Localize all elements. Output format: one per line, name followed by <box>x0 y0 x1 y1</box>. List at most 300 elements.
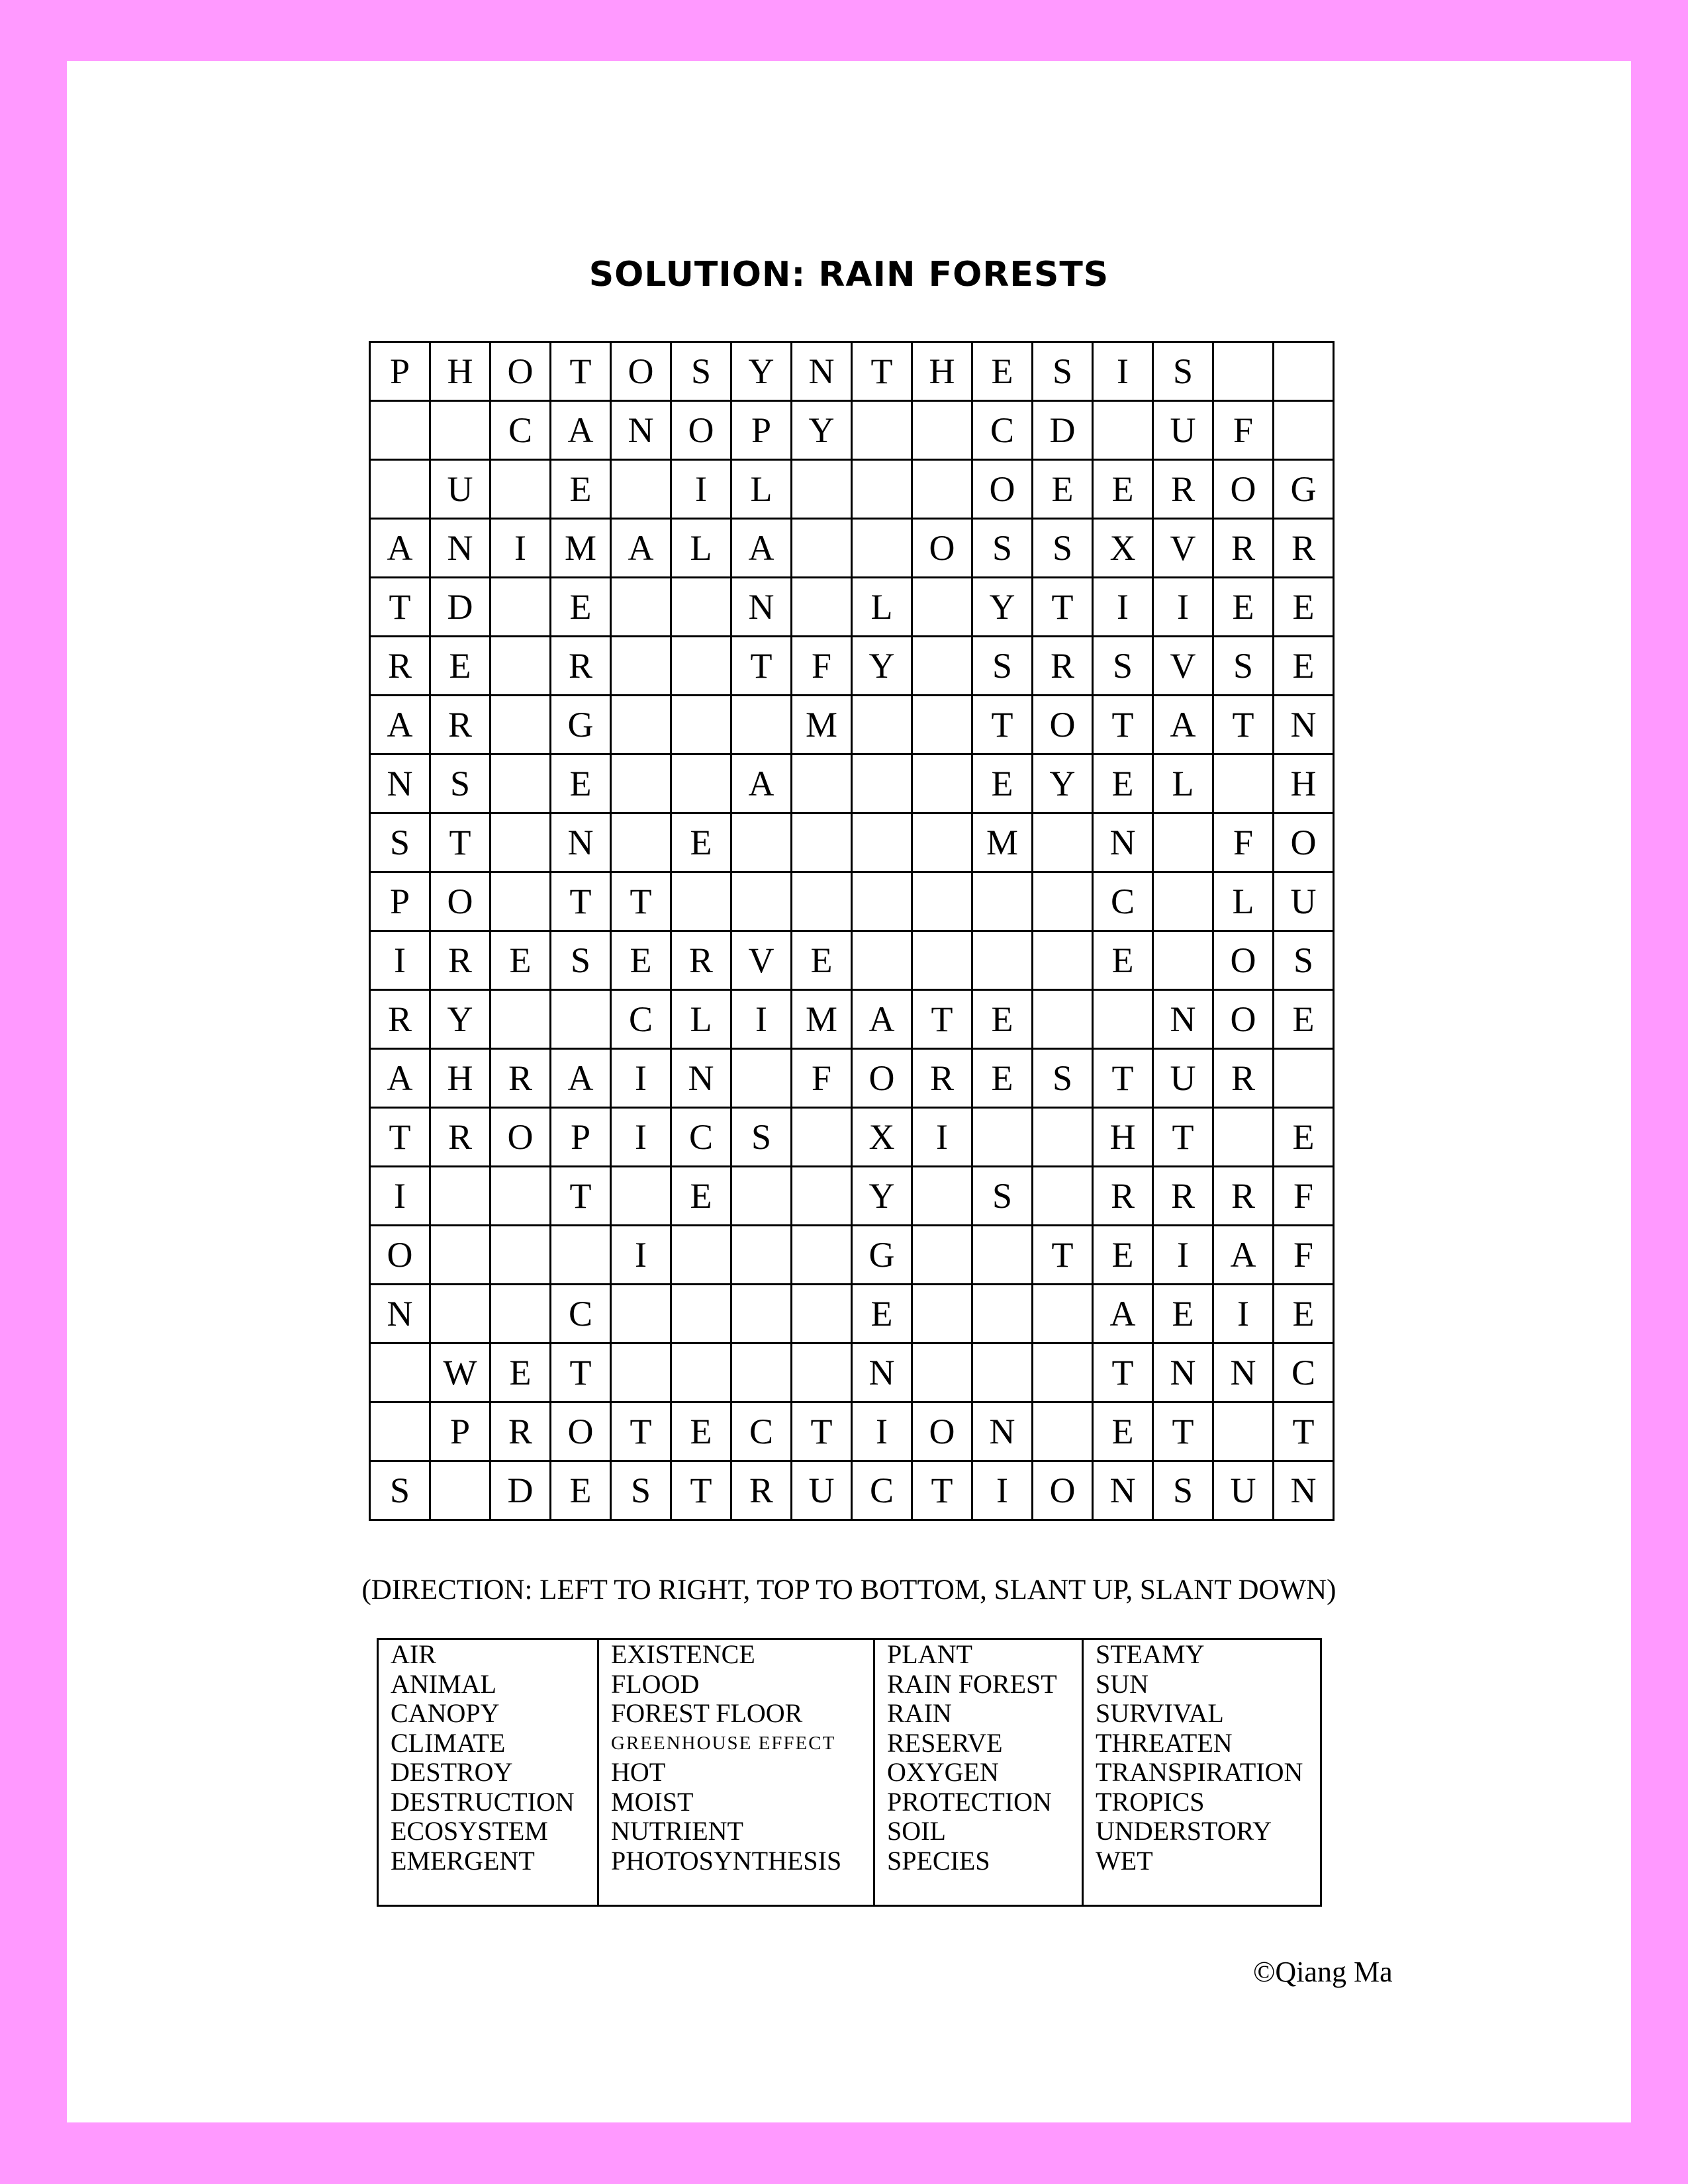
grid-cell: L <box>731 460 792 519</box>
grid-cell: C <box>972 401 1033 460</box>
grid-cell: R <box>731 1461 792 1520</box>
grid-cell: E <box>1274 990 1334 1049</box>
grid-cell: T <box>912 1461 972 1520</box>
grid-cell <box>671 696 731 754</box>
grid-cell: N <box>1093 813 1153 872</box>
grid-cell <box>1033 990 1093 1049</box>
grid-cell: I <box>1153 1226 1213 1285</box>
grid-cell <box>671 1343 731 1402</box>
word-list-item: FOREST FLOOR <box>611 1698 803 1728</box>
grid-cell <box>491 578 551 637</box>
grid-cell <box>731 1285 792 1343</box>
grid-cell: M <box>972 813 1033 872</box>
grid-cell: I <box>370 1167 430 1226</box>
grid-cell: H <box>912 342 972 401</box>
grid-row <box>370 1167 1334 1226</box>
grid-cell: S <box>1093 637 1153 696</box>
grid-cell <box>912 1167 972 1226</box>
grid-row <box>370 637 1334 696</box>
grid-cell: S <box>671 342 731 401</box>
grid-cell <box>1033 1402 1093 1461</box>
grid-row <box>370 990 1334 1049</box>
grid-cell: U <box>792 1461 852 1520</box>
grid-cell: T <box>370 578 430 637</box>
grid-cell: T <box>1033 578 1093 637</box>
grid-cell: I <box>1093 342 1153 401</box>
grid-cell <box>671 578 731 637</box>
grid-cell <box>430 1167 491 1226</box>
grid-cell: I <box>1153 578 1213 637</box>
grid-cell <box>370 1402 430 1461</box>
grid-cell: R <box>430 1108 491 1167</box>
grid-cell: S <box>370 813 430 872</box>
grid-cell: A <box>1093 1285 1153 1343</box>
grid-cell: F <box>1274 1226 1334 1285</box>
word-list-item: AIR <box>391 1639 436 1669</box>
grid-cell <box>912 578 972 637</box>
grid-cell: T <box>430 813 491 872</box>
grid-cell: P <box>370 872 430 931</box>
grid-cell: I <box>671 460 731 519</box>
grid-cell: T <box>611 1402 671 1461</box>
grid-cell <box>792 1343 852 1402</box>
grid-cell: V <box>731 931 792 990</box>
grid-cell: I <box>611 1226 671 1285</box>
word-list-item: SUN <box>1096 1668 1149 1699</box>
grid-cell <box>370 460 430 519</box>
grid-cell: E <box>551 1461 611 1520</box>
word-column <box>1083 1639 1321 1906</box>
grid-cell <box>551 1226 611 1285</box>
grid-cell: E <box>972 342 1033 401</box>
grid-cell: N <box>1093 1461 1153 1520</box>
grid-cell <box>731 696 792 754</box>
grid-cell: L <box>671 990 731 1049</box>
grid-cell: A <box>370 696 430 754</box>
grid-cell: T <box>792 1402 852 1461</box>
grid-cell: E <box>1274 637 1334 696</box>
grid-cell: N <box>1274 1461 1334 1520</box>
grid-cell <box>491 1167 551 1226</box>
grid-cell <box>1153 872 1213 931</box>
grid-cell: R <box>1213 519 1274 578</box>
grid-cell <box>611 696 671 754</box>
grid-cell: M <box>792 696 852 754</box>
grid-cell: A <box>731 754 792 813</box>
grid-cell: R <box>1033 637 1093 696</box>
grid-cell <box>972 1285 1033 1343</box>
grid-cell: C <box>1274 1343 1334 1402</box>
grid-cell: R <box>430 931 491 990</box>
grid-cell <box>430 401 491 460</box>
word-list-item: WET <box>1096 1845 1153 1876</box>
grid-cell: S <box>1033 342 1093 401</box>
grid-cell <box>912 460 972 519</box>
grid-cell <box>912 813 972 872</box>
word-list-item: MOIST <box>611 1786 694 1817</box>
grid-cell: A <box>551 1049 611 1108</box>
grid-cell: S <box>972 1167 1033 1226</box>
word-column <box>378 1639 598 1906</box>
word-column <box>598 1639 874 1906</box>
word-list-item: PHOTOSYNTHESIS <box>611 1845 842 1876</box>
grid-cell <box>611 754 671 813</box>
grid-cell <box>852 813 912 872</box>
grid-cell: I <box>370 931 430 990</box>
grid-cell <box>792 1108 852 1167</box>
grid-cell: C <box>551 1285 611 1343</box>
grid-cell <box>611 1343 671 1402</box>
grid-cell <box>491 1226 551 1285</box>
grid-cell <box>912 754 972 813</box>
grid-cell: Y <box>852 637 912 696</box>
word-list-item: EXISTENCE <box>611 1639 755 1669</box>
grid-cell: I <box>972 1461 1033 1520</box>
direction-note: (DIRECTION: LEFT TO RIGHT, TOP TO BOTTOM, SLANT UP, SLANT DOWN) <box>361 1574 1336 1606</box>
grid-cell: E <box>972 990 1033 1049</box>
grid-cell <box>491 813 551 872</box>
grid-cell <box>1153 813 1213 872</box>
grid-cell: U <box>1274 872 1334 931</box>
word-list-item: TRANSPIRATION <box>1096 1757 1303 1787</box>
grid-cell <box>1033 1108 1093 1167</box>
grid-cell: P <box>551 1108 611 1167</box>
grid-cell: E <box>1153 1285 1213 1343</box>
grid-cell: E <box>671 1402 731 1461</box>
grid-cell: N <box>852 1343 912 1402</box>
grid-cell: T <box>671 1461 731 1520</box>
grid-cell <box>912 696 972 754</box>
grid-cell <box>611 578 671 637</box>
grid-cell: R <box>491 1402 551 1461</box>
grid-cell: A <box>370 519 430 578</box>
grid-cell <box>852 872 912 931</box>
grid-cell: I <box>1213 1285 1274 1343</box>
grid-cell: V <box>1153 637 1213 696</box>
grid-cell: F <box>1213 813 1274 872</box>
grid-cell: A <box>1213 1226 1274 1285</box>
grid-cell <box>491 637 551 696</box>
grid-cell: V <box>1153 519 1213 578</box>
grid-cell: E <box>1274 578 1334 637</box>
grid-cell <box>972 1108 1033 1167</box>
grid-cell: O <box>912 1402 972 1461</box>
grid-cell: Y <box>792 401 852 460</box>
grid-cell <box>792 1226 852 1285</box>
grid-row <box>370 342 1334 401</box>
grid-row <box>370 1461 1334 1520</box>
grid-cell <box>852 754 912 813</box>
word-list-item: DESTROY <box>391 1757 513 1787</box>
grid-cell <box>792 754 852 813</box>
grid-cell <box>671 754 731 813</box>
grid-cell: E <box>1093 754 1153 813</box>
grid-cell: I <box>912 1108 972 1167</box>
grid-cell: T <box>1213 696 1274 754</box>
grid-cell <box>491 872 551 931</box>
grid-cell: T <box>1153 1108 1213 1167</box>
grid-cell: Y <box>430 990 491 1049</box>
grid-cell <box>671 1285 731 1343</box>
grid-cell <box>1033 1285 1093 1343</box>
grid-cell: T <box>551 342 611 401</box>
grid-cell: I <box>1093 578 1153 637</box>
grid-cell: E <box>1213 578 1274 637</box>
grid-cell <box>1033 1167 1093 1226</box>
grid-cell: S <box>430 754 491 813</box>
grid-cell: A <box>1153 696 1213 754</box>
grid-cell: E <box>1093 460 1153 519</box>
grid-cell <box>852 696 912 754</box>
grid-cell: O <box>852 1049 912 1108</box>
grid-cell <box>1033 813 1093 872</box>
grid-row <box>370 519 1334 578</box>
grid-cell: H <box>430 342 491 401</box>
grid-row <box>370 401 1334 460</box>
grid-cell <box>491 696 551 754</box>
grid-cell: E <box>671 1167 731 1226</box>
grid-cell: X <box>852 1108 912 1167</box>
grid-cell: S <box>1274 931 1334 990</box>
word-list-item: OXYGEN <box>887 1757 999 1787</box>
grid-cell <box>611 813 671 872</box>
word-list-item: PLANT <box>887 1639 972 1669</box>
grid-cell: M <box>551 519 611 578</box>
grid-cell: G <box>1274 460 1334 519</box>
grid-cell <box>731 813 792 872</box>
word-column <box>874 1639 1083 1906</box>
grid-cell: O <box>1274 813 1334 872</box>
grid-cell <box>852 931 912 990</box>
grid-cell: O <box>1033 1461 1093 1520</box>
grid-cell: E <box>972 754 1033 813</box>
grid-cell <box>912 1285 972 1343</box>
grid-cell <box>671 1226 731 1285</box>
word-list-item: GREENHOUSE EFFECT <box>611 1732 836 1754</box>
word-list-item: DESTRUCTION <box>391 1786 575 1817</box>
grid-cell <box>912 1226 972 1285</box>
word-list-item: CLIMATE <box>391 1727 506 1758</box>
grid-cell <box>1274 401 1334 460</box>
grid-cell <box>1213 754 1274 813</box>
grid-cell: N <box>792 342 852 401</box>
grid-row <box>370 1049 1334 1108</box>
grid-cell: G <box>551 696 611 754</box>
grid-row <box>370 460 1334 519</box>
grid-cell: I <box>491 519 551 578</box>
grid-cell: T <box>731 637 792 696</box>
grid-cell: S <box>972 637 1033 696</box>
word-list-item: RAIN <box>887 1698 952 1728</box>
grid-row <box>370 1402 1334 1461</box>
grid-cell <box>912 637 972 696</box>
grid-cell: S <box>731 1108 792 1167</box>
grid-cell: H <box>1274 754 1334 813</box>
grid-cell <box>972 872 1033 931</box>
grid-cell <box>1153 931 1213 990</box>
grid-cell <box>792 578 852 637</box>
grid-cell <box>611 1285 671 1343</box>
grid-cell: W <box>430 1343 491 1402</box>
grid-cell <box>731 1226 792 1285</box>
grid-row <box>370 931 1334 990</box>
word-list-item: SOIL <box>887 1816 946 1846</box>
grid-cell: L <box>671 519 731 578</box>
grid-cell: P <box>430 1402 491 1461</box>
grid-cell: S <box>1213 637 1274 696</box>
grid-cell: A <box>852 990 912 1049</box>
grid-cell <box>611 460 671 519</box>
grid-cell: T <box>1153 1402 1213 1461</box>
grid-cell <box>1033 931 1093 990</box>
grid-cell: R <box>430 696 491 754</box>
grid-cell <box>731 1049 792 1108</box>
grid-cell: E <box>611 931 671 990</box>
grid-cell: L <box>852 578 912 637</box>
grid-cell: C <box>491 401 551 460</box>
grid-cell: T <box>551 872 611 931</box>
grid-cell: R <box>1153 460 1213 519</box>
grid-cell: L <box>1153 754 1213 813</box>
grid-cell: X <box>1093 519 1153 578</box>
grid-cell <box>792 1285 852 1343</box>
grid-cell: T <box>1033 1226 1093 1285</box>
word-list-item: THREATEN <box>1096 1727 1233 1758</box>
grid-cell: G <box>852 1226 912 1285</box>
grid-cell: N <box>1274 696 1334 754</box>
grid-cell: E <box>551 460 611 519</box>
grid-cell <box>1213 1402 1274 1461</box>
grid-cell: F <box>792 637 852 696</box>
grid-cell <box>912 401 972 460</box>
grid-cell <box>611 1167 671 1226</box>
grid-cell: U <box>1153 1049 1213 1108</box>
grid-cell: R <box>1153 1167 1213 1226</box>
grid-cell <box>491 1285 551 1343</box>
grid-cell <box>491 990 551 1049</box>
grid-cell <box>731 1167 792 1226</box>
word-list-item: CANOPY <box>391 1698 500 1728</box>
grid-cell: S <box>1153 342 1213 401</box>
grid-cell: E <box>1093 1402 1153 1461</box>
grid-cell <box>611 637 671 696</box>
grid-cell: O <box>551 1402 611 1461</box>
grid-cell: R <box>671 931 731 990</box>
grid-cell: E <box>1093 1226 1153 1285</box>
grid-cell <box>430 1461 491 1520</box>
grid-cell: F <box>1274 1167 1334 1226</box>
word-list-item: PROTECTION <box>887 1786 1052 1817</box>
grid-cell: O <box>1213 931 1274 990</box>
word-list-item: SPECIES <box>887 1845 990 1876</box>
grid-cell: T <box>370 1108 430 1167</box>
grid-cell: C <box>852 1461 912 1520</box>
grid-cell: I <box>611 1108 671 1167</box>
word-list-item: RAIN FOREST <box>887 1668 1057 1699</box>
grid-cell: A <box>551 401 611 460</box>
grid-cell <box>912 872 972 931</box>
word-list-item: HOT <box>611 1757 666 1787</box>
grid-cell <box>430 1226 491 1285</box>
grid-cell: A <box>611 519 671 578</box>
grid-cell: D <box>1033 401 1093 460</box>
grid-cell <box>551 990 611 1049</box>
grid-cell <box>491 460 551 519</box>
grid-cell: E <box>491 1343 551 1402</box>
grid-cell <box>370 1343 430 1402</box>
grid-cell: R <box>1274 519 1334 578</box>
grid-cell <box>1213 342 1274 401</box>
grid-cell: N <box>1153 990 1213 1049</box>
grid-cell: E <box>491 931 551 990</box>
grid-cell: Y <box>852 1167 912 1226</box>
grid-cell: F <box>1213 401 1274 460</box>
word-list-item: ANIMAL <box>391 1668 496 1699</box>
grid-cell: O <box>491 1108 551 1167</box>
grid-row <box>370 1285 1334 1343</box>
grid-row <box>370 696 1334 754</box>
grid-cell: T <box>1093 1049 1153 1108</box>
grid-cell <box>491 754 551 813</box>
grid-cell: C <box>1093 872 1153 931</box>
grid-cell: Y <box>731 342 792 401</box>
grid-cell: L <box>1213 872 1274 931</box>
grid-cell: H <box>1093 1108 1153 1167</box>
grid-cell: C <box>731 1402 792 1461</box>
grid-cell: S <box>1033 519 1093 578</box>
grid-cell <box>671 637 731 696</box>
grid-cell: P <box>731 401 792 460</box>
grid-cell: U <box>1213 1461 1274 1520</box>
grid-cell <box>792 519 852 578</box>
grid-cell: N <box>430 519 491 578</box>
grid-cell: O <box>370 1226 430 1285</box>
grid-row <box>370 1108 1334 1167</box>
grid-cell <box>792 460 852 519</box>
grid-cell <box>972 1226 1033 1285</box>
grid-cell: S <box>611 1461 671 1520</box>
grid-cell <box>671 872 731 931</box>
grid-cell: P <box>370 342 430 401</box>
grid-cell: S <box>1153 1461 1213 1520</box>
grid-cell: E <box>1274 1285 1334 1343</box>
grid-cell <box>972 1343 1033 1402</box>
grid-cell: N <box>611 401 671 460</box>
grid-cell: A <box>370 1049 430 1108</box>
grid-row <box>370 1343 1334 1402</box>
grid-cell <box>912 931 972 990</box>
grid-row <box>370 872 1334 931</box>
grid-cell: I <box>611 1049 671 1108</box>
grid-cell: O <box>1213 460 1274 519</box>
grid-cell <box>1274 342 1334 401</box>
grid-cell: S <box>972 519 1033 578</box>
word-search-grid <box>369 341 1335 1521</box>
grid-cell: T <box>1093 1343 1153 1402</box>
grid-cell: R <box>370 990 430 1049</box>
grid-cell: O <box>671 401 731 460</box>
grid-cell: R <box>551 637 611 696</box>
grid-cell: U <box>430 460 491 519</box>
grid-cell: R <box>1093 1167 1153 1226</box>
word-list-row <box>378 1639 1321 1906</box>
word-list-item: NUTRIENT <box>611 1816 743 1846</box>
grid-cell: D <box>430 578 491 637</box>
grid-cell: R <box>1213 1049 1274 1108</box>
grid-cell: F <box>792 1049 852 1108</box>
grid-cell: R <box>491 1049 551 1108</box>
grid-cell <box>1033 872 1093 931</box>
